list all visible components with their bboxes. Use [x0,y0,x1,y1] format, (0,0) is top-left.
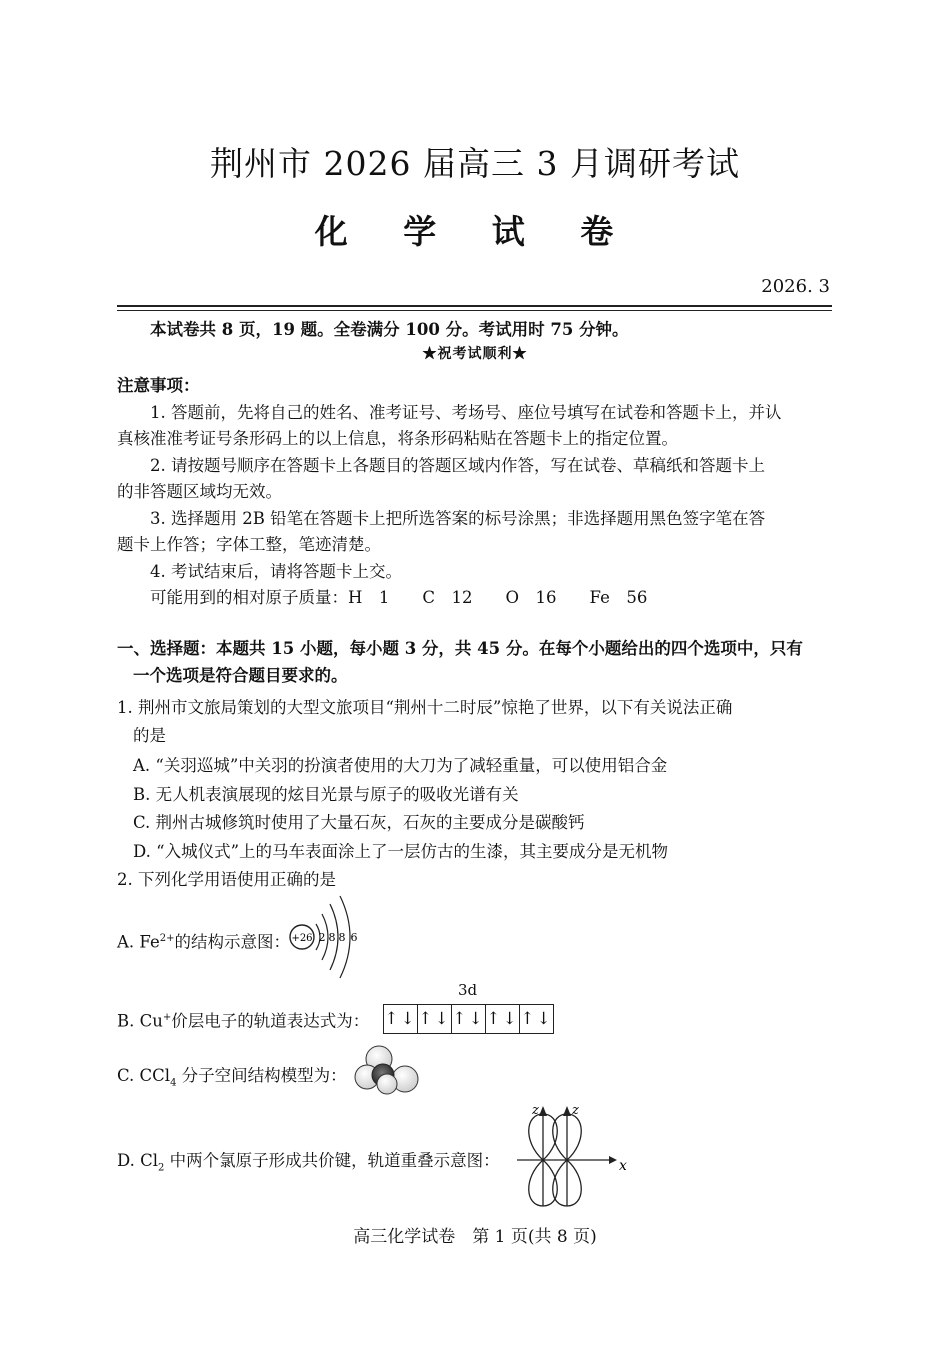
orbital-diagram [383,1004,554,1034]
exam-intro: 本试卷共 8 页，19 题。全卷满分 100 分。考试用时 75 分钟。 [150,320,629,339]
note-line: 4. 考试结束后，请将答题卡上交。 [150,562,402,581]
q1-stem-cont: 的是 [133,726,166,745]
q2-a-prefix: A. Fe [117,932,160,952]
q2-a-charge: 2+ [159,933,175,944]
fe-shell-4: 6 [350,931,358,944]
note-line: 真核准准考证号条形码上的以上信息，将条形码粘贴在答题卡上的指定位置。 [117,429,678,448]
orbital-cell: ↑↓ [418,1005,452,1033]
orbital-cell: ↑↓ [520,1009,553,1029]
z-axis-label-1: z [532,1103,539,1118]
good-luck-line: ★祝考试顺利★ [422,346,528,362]
atomic-mass-line: 可能用到的相对原子质量：H 1 C 12 O 16 Fe 56 [150,588,648,607]
q2-a-suffix: 的结构示意图： [174,932,290,952]
q1-stem: 1. 荆州市文旅局策划的大型文旅项目“荆州十二时辰”惊艳了世界，以下有关说法正确 [117,698,733,717]
q2-d-prefix: D. Cl [117,1151,159,1170]
cl2-orbital-overlap-diagram [515,1102,625,1210]
q2-option-b [117,1003,369,1036]
q2-option-d [117,1146,500,1182]
q1-option-b: B. 无人机表演展现的炫目光景与原子的吸收光谱有关 [133,785,519,804]
note-line: 3. 选择题用 2B 铅笔在答题卡上把所选答案的标号涂黑；非选择题用黑色签字笔在答 [150,509,766,528]
exam-date: 2026. 3 [761,276,830,297]
q2-stem: 2. 下列化学用语使用正确的是 [117,870,336,889]
orbital-label-3d: 3d [458,981,478,999]
orbital-cell: ↑↓ [486,1005,520,1033]
note-line: 1. 答题前，先将自己的姓名、准考证号、考场号、座位号填写在试卷和答题卡上，并认 [150,403,782,422]
header-rule-thick [117,305,832,307]
q2-option-c [117,1061,347,1097]
q1-option-d: D. “入城仪式”上的马车表面涂上了一层仿古的生漆，其主要成分是无机物 [133,842,669,861]
fe-shell-1: 2 [318,931,326,944]
section-heading: 一、选择题：本题共 15 小题，每小题 3 分，共 45 分。在每个小题给出的四个选项中，只有 [117,639,803,658]
section-heading-cont: 一个选项是符合题目要求的。 [133,666,348,685]
fe-nucleus-charge: +26 [291,933,313,944]
orbital-cell: ↑↓ [384,1005,418,1033]
note-line: 题卡上作答；字体工整，笔迹清楚。 [117,535,381,554]
page-footer: 高三化学试卷 第 1 页(共 8 页) [353,1227,597,1247]
cl-atom-front [377,1074,397,1094]
orbital-cell: ↑↓ [452,1005,486,1033]
q2-b-prefix: B. Cu [117,1011,163,1031]
q2-d-suffix: 中两个氯原子形成共价键，轨道重叠示意图： [164,1151,500,1170]
ccl4-space-filling-model [355,1044,421,1096]
q2-c-suffix: 分子空间结构模型为： [176,1066,347,1085]
note-line: 的非答题区域均无效。 [117,482,282,501]
q1-option-c: C. 荆州古城修筑时使用了大量石灰，石灰的主要成分是碳酸钙 [133,813,585,832]
q2-c-prefix: C. CCl [117,1066,171,1085]
fe-shell-3: 8 [338,931,346,944]
q2-option-a [117,924,290,957]
exam-title: 荆州市 2026 届高三 3 月调研考试 [210,144,740,183]
notes-heading: 注意事项： [117,376,200,395]
header-rule-thin [117,310,832,311]
q2-b-suffix: 价层电子的轨道表达式为： [171,1011,370,1031]
q2-d-sub: 2 [158,1162,165,1174]
exam-subject: 化 学 试 卷 [314,212,636,251]
x-axis-label: x [619,1158,627,1174]
fe-ion-structure-diagram [288,890,368,985]
z-axis-label-2: z [572,1103,579,1118]
q2-c-sub: 4 [170,1077,177,1089]
q1-option-a: A. “关羽巡城”中关羽的扮演者使用的大刀为了减轻重量，可以使用铝合金 [133,756,668,775]
q2-b-charge: + [162,1012,172,1023]
fe-shell-2: 8 [328,931,336,944]
note-line: 2. 请按题号顺序在答题卡上各题目的答题区域内作答，写在试卷、草稿纸和答题卡上 [150,456,765,475]
